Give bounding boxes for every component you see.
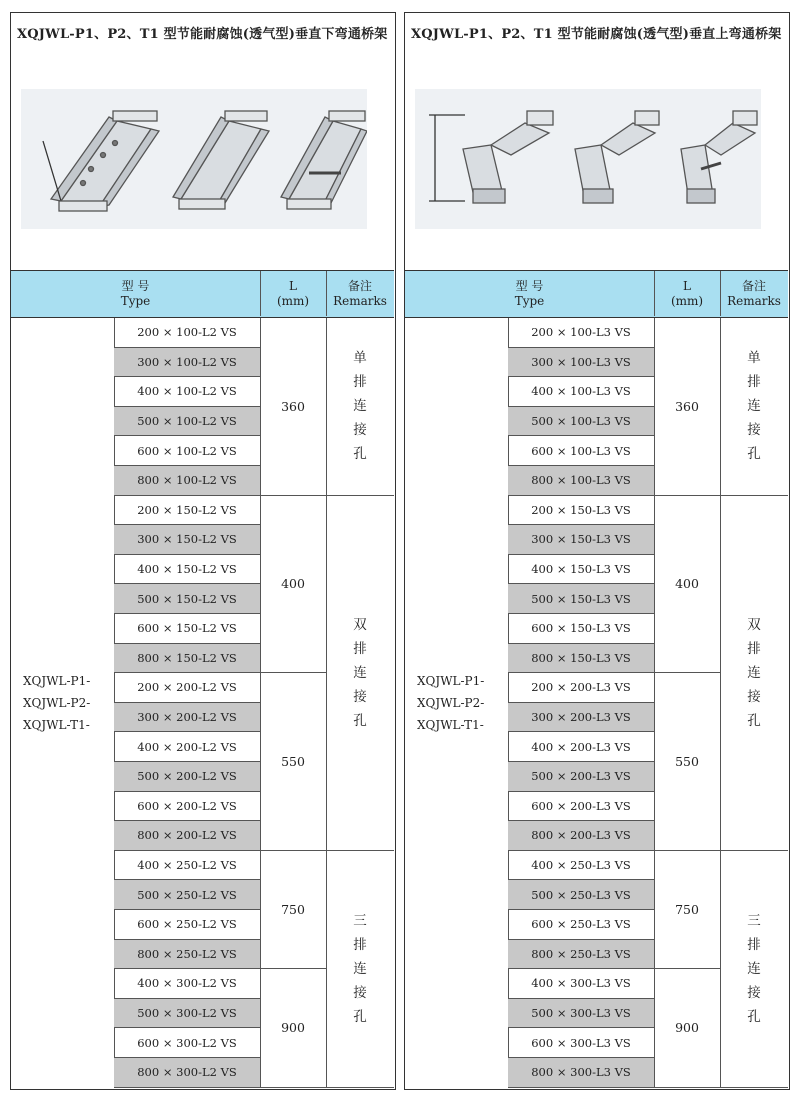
vertical-up-bend-tray-illustration bbox=[415, 89, 761, 229]
header-type-en: Type bbox=[120, 293, 151, 308]
length-value: 550 bbox=[654, 673, 720, 851]
table-row: 800 × 200-L2 VS bbox=[114, 821, 260, 851]
remark-char: 双 bbox=[747, 616, 761, 633]
table-row: 400 × 100-L2 VS bbox=[114, 377, 260, 407]
table-row: 600 × 250-L2 VS bbox=[114, 910, 260, 940]
table-row: 200 × 200-L3 VS bbox=[508, 673, 654, 703]
table-row: 300 × 200-L2 VS bbox=[114, 703, 260, 733]
length-value: 750 bbox=[260, 851, 326, 969]
remark-char: 三 bbox=[747, 912, 761, 929]
remark-char: 孔 bbox=[747, 1008, 761, 1025]
length-value: 360 bbox=[654, 318, 720, 496]
table-row: 400 × 200-L2 VS bbox=[114, 732, 260, 762]
panel-title: XQJWL-P1、P2、T1 型节能耐腐蚀(透气型)垂直上弯通桥架 bbox=[411, 27, 782, 42]
table-row: 800 × 150-L2 VS bbox=[114, 644, 260, 674]
remark-char: 接 bbox=[353, 688, 367, 705]
table-row: 600 × 300-L3 VS bbox=[508, 1028, 654, 1058]
table-row: 200 × 100-L3 VS bbox=[508, 318, 654, 348]
remark-char: 排 bbox=[747, 936, 761, 953]
table-row: 300 × 150-L2 VS bbox=[114, 525, 260, 555]
remark-char: 连 bbox=[353, 960, 367, 977]
table-row: 600 × 200-L3 VS bbox=[508, 792, 654, 822]
remark-char: 单 bbox=[353, 350, 367, 367]
table-row: 600 × 100-L3 VS bbox=[508, 436, 654, 466]
panel-title: XQJWL-P1、P2、T1 型节能耐腐蚀(透气型)垂直下弯通桥架 bbox=[17, 27, 388, 42]
table-row: 200 × 200-L2 VS bbox=[114, 673, 260, 703]
table-row: 400 × 300-L2 VS bbox=[114, 969, 260, 999]
table-row: 500 × 100-L3 VS bbox=[508, 407, 654, 437]
tray-figure bbox=[21, 89, 367, 229]
remark-char: 接 bbox=[747, 688, 761, 705]
header-length bbox=[260, 271, 326, 316]
table-row: 500 × 300-L3 VS bbox=[508, 999, 654, 1029]
remark-char: 单 bbox=[747, 350, 761, 367]
header-type-en: Type bbox=[514, 293, 545, 308]
remark-char: 连 bbox=[747, 398, 761, 415]
table-row: 800 × 300-L2 VS bbox=[114, 1058, 260, 1088]
table-row: 600 × 200-L2 VS bbox=[114, 792, 260, 822]
remark-single-row-holes bbox=[326, 318, 394, 496]
remark-triple-row-holes bbox=[720, 851, 788, 1088]
header-type-cn: 型 号 bbox=[121, 278, 150, 293]
remark-double-row-holes bbox=[720, 496, 788, 851]
header-remarks-cn: 备注 bbox=[347, 278, 372, 293]
table-row: 400 × 250-L3 VS bbox=[508, 851, 654, 881]
remark-char: 排 bbox=[353, 374, 367, 391]
header-remarks-en: Remarks bbox=[727, 293, 781, 308]
remark-char: 孔 bbox=[353, 712, 367, 729]
remark-char: 连 bbox=[353, 664, 367, 681]
header-l-unit: (mm) bbox=[276, 293, 310, 308]
remark-char: 排 bbox=[353, 640, 367, 657]
remark-char: 排 bbox=[747, 640, 761, 657]
remark-char: 孔 bbox=[747, 446, 761, 463]
series-label: XQJWL-T1- bbox=[23, 718, 90, 732]
table-row: 300 × 100-L3 VS bbox=[508, 348, 654, 378]
header-l-unit: (mm) bbox=[670, 293, 704, 308]
header-remarks bbox=[326, 271, 394, 316]
remark-char: 接 bbox=[353, 984, 367, 1001]
table-row: 600 × 150-L3 VS bbox=[508, 614, 654, 644]
table-row: 800 × 250-L2 VS bbox=[114, 940, 260, 970]
table-row: 500 × 200-L2 VS bbox=[114, 762, 260, 792]
table-row: 500 × 100-L2 VS bbox=[114, 407, 260, 437]
table-row: 400 × 200-L3 VS bbox=[508, 732, 654, 762]
remark-char: 三 bbox=[353, 912, 367, 929]
table-row: 400 × 300-L3 VS bbox=[508, 969, 654, 999]
header-remarks-cn: 备注 bbox=[741, 278, 766, 293]
header-length bbox=[654, 271, 720, 316]
length-value: 750 bbox=[654, 851, 720, 969]
table-row: 800 × 100-L2 VS bbox=[114, 466, 260, 496]
remark-single-row-holes bbox=[720, 318, 788, 496]
table-row: 600 × 150-L2 VS bbox=[114, 614, 260, 644]
vertical-down-bend-tray-illustration bbox=[21, 89, 367, 229]
header-l-label: L bbox=[289, 278, 297, 293]
table-row: 800 × 300-L3 VS bbox=[508, 1058, 654, 1088]
table-row: 300 × 150-L3 VS bbox=[508, 525, 654, 555]
remark-char: 双 bbox=[353, 616, 367, 633]
header-remarks-en: Remarks bbox=[333, 293, 387, 308]
table-row: 400 × 250-L2 VS bbox=[114, 851, 260, 881]
remark-char: 孔 bbox=[353, 1008, 367, 1025]
header-type bbox=[405, 271, 654, 316]
table-row: 400 × 150-L3 VS bbox=[508, 555, 654, 585]
remark-char: 接 bbox=[353, 422, 367, 439]
table-header bbox=[11, 270, 394, 318]
remark-char: 连 bbox=[747, 664, 761, 681]
table-row: 300 × 200-L3 VS bbox=[508, 703, 654, 733]
series-label: XQJWL-P1- bbox=[23, 674, 91, 688]
table-row: 600 × 300-L2 VS bbox=[114, 1028, 260, 1058]
table-row: 500 × 250-L2 VS bbox=[114, 880, 260, 910]
table-row: 500 × 250-L3 VS bbox=[508, 880, 654, 910]
table-row: 600 × 100-L2 VS bbox=[114, 436, 260, 466]
panel-vertical-up-bend bbox=[404, 12, 790, 1090]
remark-char: 接 bbox=[747, 422, 761, 439]
table-row: 500 × 150-L3 VS bbox=[508, 584, 654, 614]
tray-figure bbox=[415, 89, 761, 229]
length-value: 900 bbox=[260, 969, 326, 1087]
header-type-cn: 型 号 bbox=[515, 278, 544, 293]
series-label: XQJWL-T1- bbox=[417, 718, 484, 732]
series-label: XQJWL-P2- bbox=[417, 696, 485, 710]
table-row: 300 × 100-L2 VS bbox=[114, 348, 260, 378]
header-type bbox=[11, 271, 260, 316]
series-cell bbox=[11, 318, 114, 1088]
table-row: 500 × 300-L2 VS bbox=[114, 999, 260, 1029]
length-value: 360 bbox=[260, 318, 326, 496]
table-row: 200 × 150-L3 VS bbox=[508, 496, 654, 526]
table-row: 400 × 100-L3 VS bbox=[508, 377, 654, 407]
table-row: 200 × 100-L2 VS bbox=[114, 318, 260, 348]
length-value: 550 bbox=[260, 673, 326, 851]
table-row: 500 × 200-L3 VS bbox=[508, 762, 654, 792]
remark-char: 连 bbox=[747, 960, 761, 977]
series-label: XQJWL-P1- bbox=[417, 674, 485, 688]
length-value: 400 bbox=[260, 496, 326, 674]
remark-char: 接 bbox=[747, 984, 761, 1001]
table-row: 800 × 100-L3 VS bbox=[508, 466, 654, 496]
remark-char: 排 bbox=[353, 936, 367, 953]
table-row: 600 × 250-L3 VS bbox=[508, 910, 654, 940]
table-row: 800 × 150-L3 VS bbox=[508, 644, 654, 674]
table-row: 800 × 200-L3 VS bbox=[508, 821, 654, 851]
remark-double-row-holes bbox=[326, 496, 394, 851]
table-header bbox=[405, 270, 788, 318]
table-row: 400 × 150-L2 VS bbox=[114, 555, 260, 585]
remark-char: 孔 bbox=[747, 712, 761, 729]
series-cell bbox=[405, 318, 508, 1088]
panel-vertical-down-bend bbox=[10, 12, 396, 1090]
series-label: XQJWL-P2- bbox=[23, 696, 91, 710]
remark-triple-row-holes bbox=[326, 851, 394, 1088]
table-row: 500 × 150-L2 VS bbox=[114, 584, 260, 614]
remark-char: 孔 bbox=[353, 446, 367, 463]
remark-char: 连 bbox=[353, 398, 367, 415]
table-row: 800 × 250-L3 VS bbox=[508, 940, 654, 970]
table-row: 200 × 150-L2 VS bbox=[114, 496, 260, 526]
header-l-label: L bbox=[683, 278, 691, 293]
length-value: 400 bbox=[654, 496, 720, 674]
length-value: 900 bbox=[654, 969, 720, 1087]
remark-char: 排 bbox=[747, 374, 761, 391]
header-remarks bbox=[720, 271, 788, 316]
